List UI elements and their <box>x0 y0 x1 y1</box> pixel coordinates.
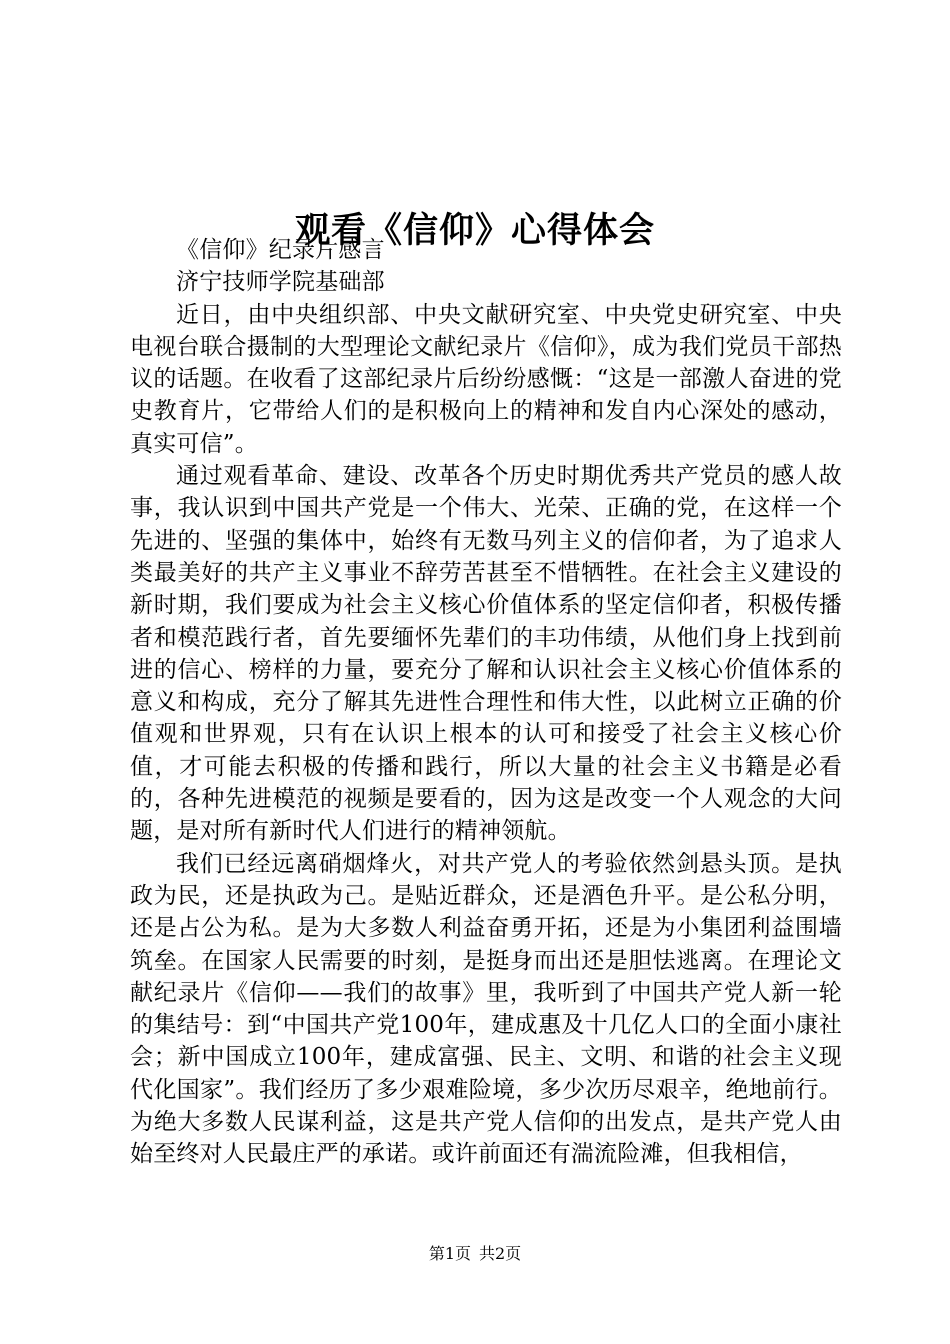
paragraph-subtitle: 《信仰》纪录片感言 <box>176 237 385 263</box>
paragraph-1: 近日，由中央组织部、中央文献研究室、中央党史研究室、中央电视台联合摄制的大型理论文献纪录片《信仰》，成为我们党员干部热议的话题。在收看了这部纪录片后纷纷感慨：“这是一部激人奋进的党史教育片，它带给人们的是积极向上的精神和发自内心深处的感动，真实可信”。 <box>130 301 842 457</box>
paragraph-author: 济宁技师学院基础部 <box>176 269 385 296</box>
paragraph-3: 我们已经远离硝烟烽火，对共产党人的考验依然剑悬头顶。是执政为民，还是执政为己。是贴近群众，还是酒色升平。是公私分明，还是占公为私。是为大多数人利益奋勇开拓，还是为小集团利益围墙筑垒。在国家人民需要的时刻，是挺身而出还是胆怯逃离。在理论文献纪录片《信仰——我们的故事》里，我听到了中国共产党人新一轮的集结号：到“中国共产党100年，建成惠及十几亿人口的全面小康社会；新中国成立100年，建成富强、民主、文明、和谐的社会主义现代化国家”。我们经历了多少艰难险境，多少次历尽艰辛，绝地前行。为绝大多数人民谋利益，这是共产党人信仰的出发点，是共产党人由始至终对人民最庄严的承诺。或许前面还有湍流险滩，但我相信， <box>130 850 842 1168</box>
page-total: 共2页 <box>479 1244 522 1263</box>
document-title: 观看《信仰》心得体会 <box>294 210 655 252</box>
paragraph-2: 通过观看革命、建设、改革各个历史时期优秀共产党员的感人故事，我认识到中国共产党是一个伟大、光荣、正确的党，在这样一个先进的、坚强的集体中，始终有无数马列主义的信仰者，为了追求人类最美好的共产主义事业不辞劳苦甚至不惜牺牲。在社会主义建设的新时期，我们要成为社会主义核心价值体系的坚定信仰者，积极传播者和模范践行者，首先要缅怀先辈们的丰功伟绩，从他们身上找到前进的信心、榜样的力量，要充分了解和认识社会主义核心价值体系的意义和构成，充分了解其先进性合理性和伟大性，以此树立正确的价值观和世界观，只有在认识上根本的认可和接受了社会主义核心价值，才可能去积极的传播和践行，所以大量的社会主义书籍是必看的，各种先进模范的视频是要看的，因为这是改变一个人观念的大问题，是对所有新时代人们进行的精神领航。 <box>130 463 842 845</box>
page-footer <box>0 1243 950 1265</box>
document-body <box>130 234 842 1171</box>
page-number: 第1页 <box>428 1244 471 1263</box>
